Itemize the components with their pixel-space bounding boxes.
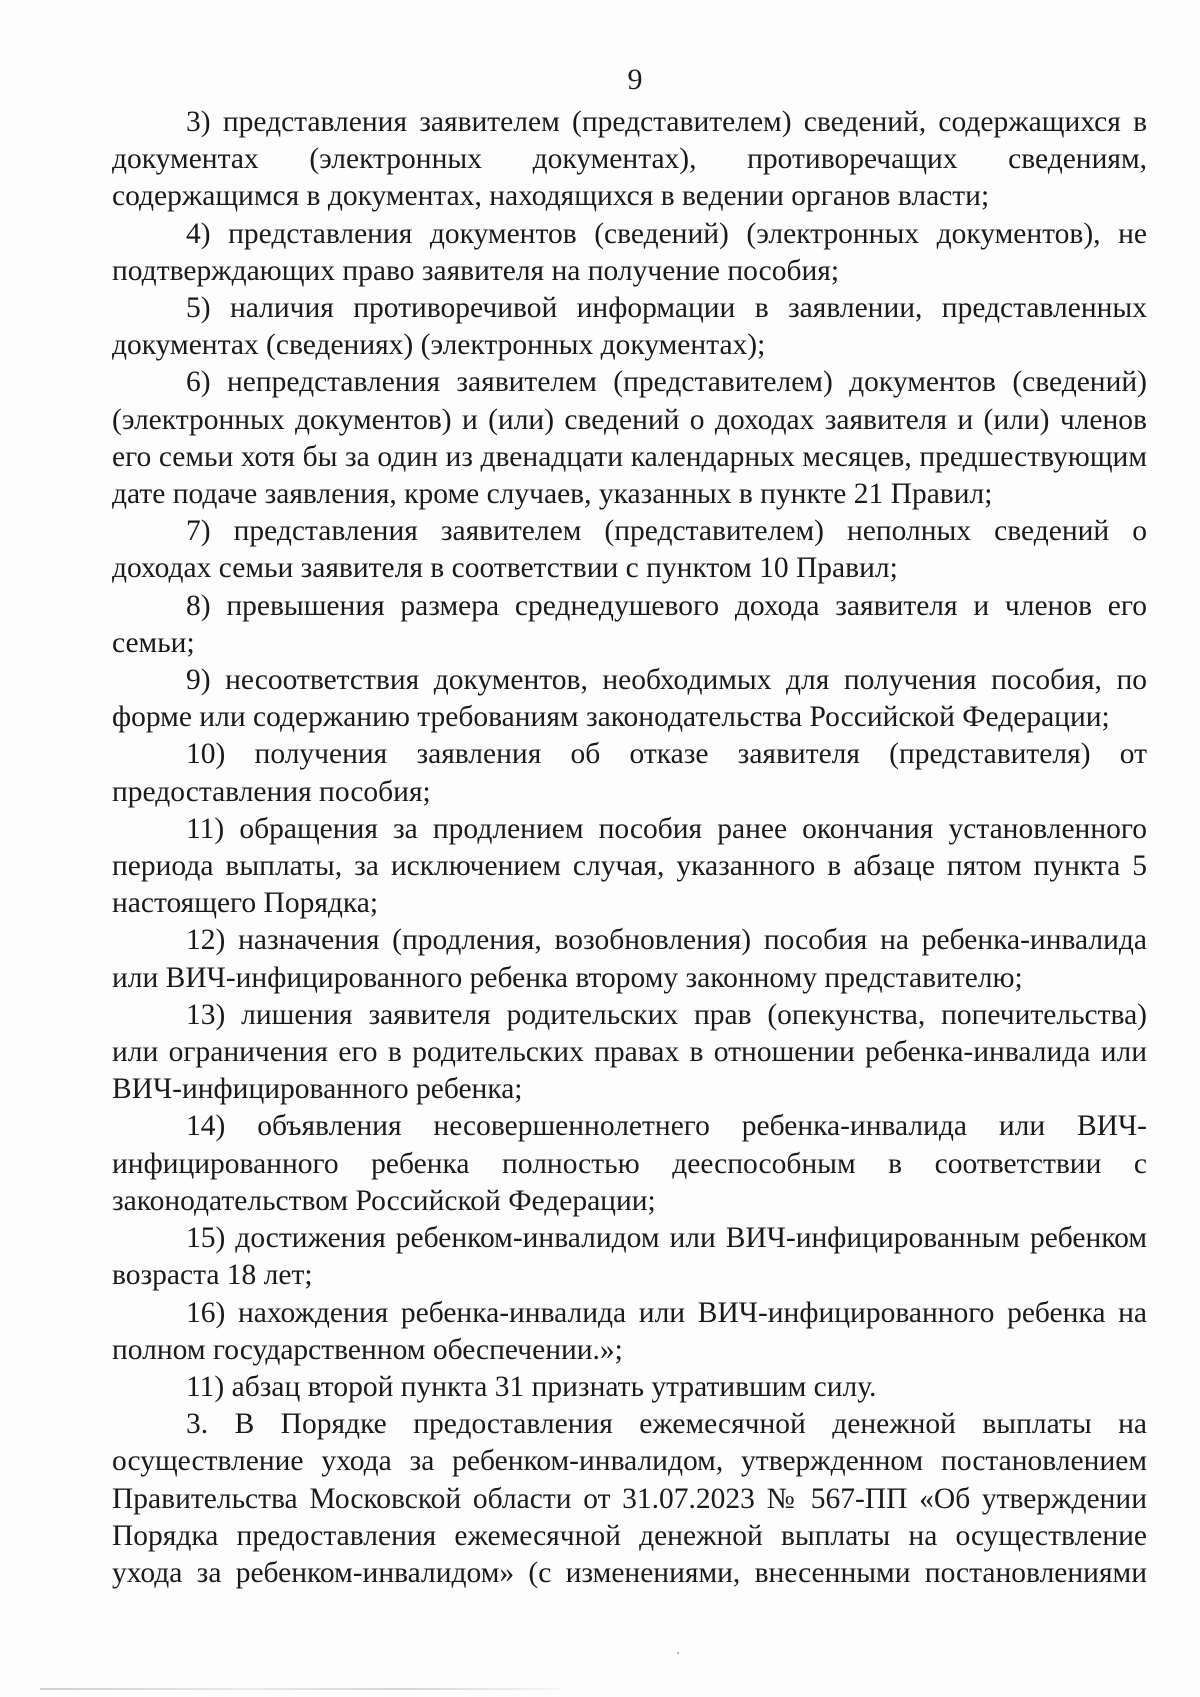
page-number: 9 (627, 63, 643, 96)
paragraph-item-10: 10) получения заявления об отказе заявителя (представителя) от предоставления пособия; (112, 738, 1147, 808)
paragraph-item-4: 4) представления документов (сведений) (электронных документов), не подтверждающих право заявителя на получение пособия; (112, 217, 1147, 287)
paragraph-item-7: 7) представления заявителем (представителем) неполных сведений о доходах семьи заявителя в соответствии с пунктом 10 Правил; (112, 515, 1147, 585)
paragraph-amendment-11: 11) абзац второй пункта 31 признать утратившим силу. (186, 1370, 877, 1403)
paragraph-item-3: 3) представления заявителем (представителем) сведений, содержащихся в документах (электронных документах), противоречащих сведениям, содержащимся в документах, находящихся в ведении органов власти; (112, 106, 1147, 213)
paragraph-item-12: 12) назначения (продления, возобновления) пособия на ребенка-инвалида или ВИЧ-инфицированного ребенка второму законному представителю; (112, 924, 1147, 994)
document-body (112, 104, 1147, 1592)
paragraph-item-9: 9) несоответствия документов, необходимых для получения пособия, по форме или содержанию требованиям законодательства Российской Федерации; (112, 664, 1147, 734)
paragraph-item-11: 11) обращения за продлением пособия ранее окончания установленного периода выплаты, за исключением случая, указанного в абзаце пятом пункта 5 настоящего Порядка; (112, 812, 1147, 920)
paragraph-item-16: 16) нахождения ребенка-инвалида или ВИЧ-инфицированного ребенка на полном государственном обеспечении.»; (112, 1296, 1147, 1366)
paragraph-item-8: 8) превышения размера среднедушевого дохода заявителя и членов его семьи; (112, 589, 1147, 659)
paragraph-section-3: 3. В Порядке предоставления ежемесячной денежной выплаты на осуществление ухода за ребенком-инвалидом, утвержденном постановлением Правительства Московской области от 31.07.2023 № 567-ПП «Об утверждении Порядка предоставления ежемесячной денежной выплаты на осуществление ухода за ребенком-инвалидом» (с изменениями, внесенными постановлениями (112, 1408, 1147, 1589)
paragraph-item-6: 6) непредставления заявителем (представителем) документов (сведений) (электронных документов) и (или) сведений о доходах заявителя и (или) членов его семьи хотя бы за один из двенадцати календарных месяцев, предшествующим дате подаче заявления, кроме случаев, указанных в пункте 21 Правил; (112, 366, 1147, 511)
scan-speck (677, 1652, 679, 1654)
paragraph-item-15: 15) достижения ребенком-инвалидом или ВИЧ-инфицированным ребенком возраста 18 лет; (112, 1222, 1147, 1292)
paragraph-item-13: 13) лишения заявителя родительских прав (опекунства, попечительства) или ограничения его в родительских правах в отношении ребенка-инвалида или ВИЧ-инфицированного ребенка; (112, 998, 1147, 1106)
scan-edge-artifact (40, 1688, 560, 1690)
paragraph-item-14: 14) объявления несовершеннолетнего ребенка-инвалида или ВИЧ-инфицированного ребенка полностью дееспособным в соответствии с законодательством Российской Федерации; (112, 1110, 1147, 1217)
paragraph-item-5: 5) наличия противоречивой информации в заявлении, представленных документах (сведениях) (электронных документах); (112, 292, 1147, 362)
